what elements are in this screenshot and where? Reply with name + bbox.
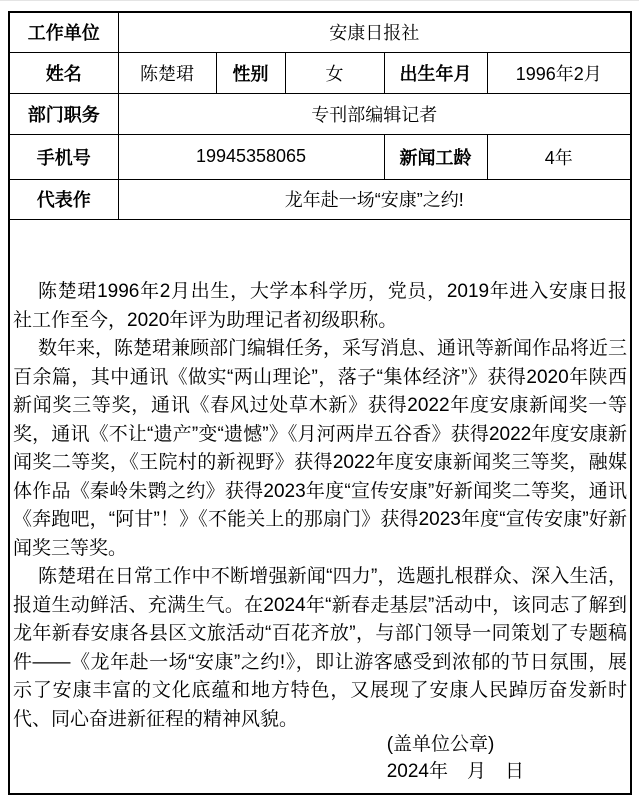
name-value: 陈楚珺	[118, 52, 216, 93]
news-seniority-value: 4年	[487, 134, 631, 179]
work-unit-label: 工作单位	[9, 12, 118, 52]
table-row	[9, 219, 631, 794]
date-line: 2024年 月 日	[386, 761, 524, 782]
work-unit-value: 安康日报社	[118, 12, 631, 52]
table-row	[9, 93, 631, 134]
phone-value: 19945358065	[118, 134, 384, 179]
biography-text	[13, 278, 627, 734]
table-row	[9, 12, 631, 52]
table-row	[9, 179, 631, 219]
name-label: 姓名	[9, 52, 118, 93]
bio-paragraph-1: 陈楚珺1996年2月出生，大学本科学历，党员，2019年进入安康日报社工作至今，2020年评为助理记者初级职称。	[13, 281, 627, 331]
gender-value: 女	[285, 52, 384, 93]
representative-work-value: 龙年赴一场“安康”之约!	[118, 179, 631, 219]
department-position-label: 部门职务	[9, 93, 118, 134]
biography-cell	[9, 219, 631, 794]
news-seniority-label: 新闻工龄	[384, 134, 487, 179]
stamp-note: (盖单位公章)	[386, 734, 495, 755]
phone-label: 手机号	[9, 134, 118, 179]
bio-paragraph-3: 陈楚珺在日常工作中不断增强新闻“四力”，选题扎根群众、深入生活，报道生动鲜活、充满生气。在2024年“新春走基层”活动中，该同志了解到龙年新春安康各县区文旅活动“百花齐放”，与部门领导一同策划了专题稿件——《龙年赴一场“安康”之约!》，即让游客感受到浓郁的节日氛围，展示了安康丰富的文化底蕴和地方特色，又展现了安康人民踔厉奋发新时代、同心奋进新征程的精神风貌。	[13, 566, 627, 730]
bio-paragraph-2: 数年来，陈楚珺兼顾部门编辑任务，采写消息、通讯等新闻作品将近三百余篇，其中通讯《做实“两山理论”，落子“集体经济”》获得2020年陕西新闻奖三等奖，通讯《春风过处草木新》获得2022年度安康新闻奖一等奖，通讯《不让“遗产”变“遗憾”》《月河两岸五谷香》获得2022年度安康新闻奖二等奖，《王院村的新视野》获得2022年度安康新闻奖三等奖，融媒体作品《秦岭朱鹮之约》获得2023年度“宣传安康”好新闻奖二等奖，通讯《奔跑吧，“阿甘”！》《不能关上的那扇门》获得2023年度“宣传安康”好新闻奖三等奖。	[13, 338, 628, 559]
gender-label: 性别	[216, 52, 285, 93]
personnel-form-table	[8, 11, 632, 795]
department-position-value: 专刊部编辑记者	[118, 93, 631, 134]
birth-date-value: 1996年2月	[487, 52, 631, 93]
signature-area	[387, 731, 524, 785]
table-row	[9, 134, 631, 179]
table-row	[9, 52, 631, 93]
representative-work-label: 代表作	[9, 179, 118, 219]
birth-date-label: 出生年月	[384, 52, 487, 93]
